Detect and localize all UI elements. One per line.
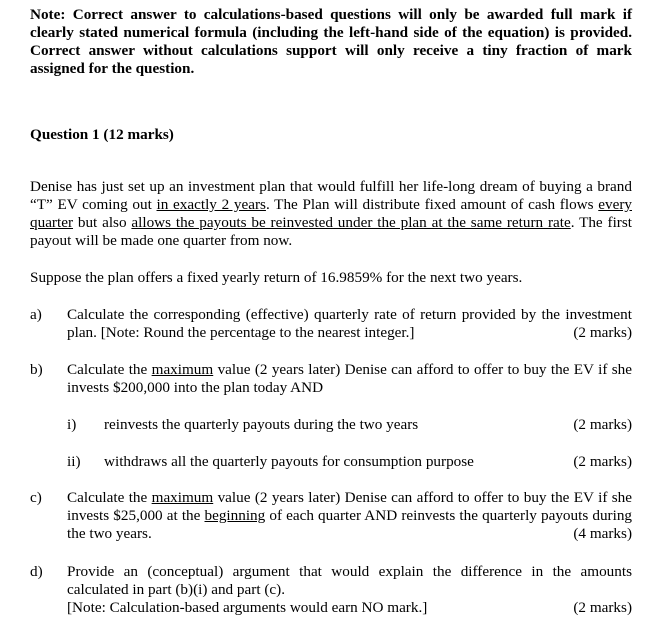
part-b-i-label: i) (67, 416, 77, 433)
part-c-underline-1: maximum (151, 489, 214, 506)
part-b-i-marks: (2 marks) (573, 416, 632, 433)
intro-underline-2: every quarter (30, 196, 632, 231)
part-d-note: [Note: Calculation-based arguments would earn NO mark.] (67, 599, 428, 616)
part-d-note-row (67, 599, 632, 617)
part-b-text-2: value (2 years later) Denise can afford to offer to buy the EV if she invests $200,000 into the plan today AND (67, 361, 632, 396)
part-c-marks: (4 marks) (573, 525, 632, 542)
part-d-body (67, 563, 632, 617)
part-b-label: b) (30, 361, 43, 378)
part-d-text: Provide an (conceptual) argument that would explain the difference in the amounts calculated in part (b)(i) and part (c). (67, 563, 632, 598)
part-c-text-2: value (2 years later) Denise can afford to offer to buy the EV if she invests $25,000 at the (67, 489, 632, 524)
part-c-text-1: Calculate the (67, 489, 152, 506)
part-b-ii-marks: (2 marks) (573, 453, 632, 470)
part-c-underline-2: beginning (204, 507, 266, 524)
suppose-statement: Suppose the plan offers a fixed yearly return of 16.9859% for the next two years. (30, 269, 523, 286)
part-a-body (67, 306, 632, 342)
intro-text-1: Denise has just set up an investment plan that would fulfill her life-long dream of buying a brand “T” EV coming out (30, 178, 632, 213)
part-d-marks: (2 marks) (573, 599, 632, 616)
part-b-ii-label: ii) (67, 453, 81, 470)
part-a-marks: (2 marks) (573, 324, 632, 341)
part-c-label: c) (30, 489, 42, 506)
part-b-ii-text: withdraws all the quarterly payouts for consumption purpose (104, 453, 474, 470)
intro-underline-1: in exactly 2 years (156, 196, 266, 213)
part-c-text-3: of each quarter AND reinvests the quarterly payouts during the two years. (67, 507, 633, 542)
part-c-body (67, 489, 632, 543)
intro-text-2: . The Plan will distribute fixed amount of cash flows (265, 196, 599, 213)
part-a-text: Calculate the corresponding (effective) quarterly rate of return provided by the investment plan. [Note: Round the percentage to the nearest integer.] (67, 306, 632, 341)
part-b-i (67, 416, 632, 434)
part-b-i-text: reinvests the quarterly payouts during the two years (104, 416, 419, 433)
intro-text-4: . The first payout will be made one quarter from now. (30, 214, 632, 249)
part-b-text-1: Calculate the (67, 361, 152, 378)
part-a-label: a) (30, 306, 42, 323)
part-b-body (67, 361, 632, 397)
part-b-underline: maximum (151, 361, 214, 378)
part-b-ii (67, 453, 632, 471)
intro-underline-3: allows the payouts be reinvested under the plan at the same return rate (131, 214, 571, 231)
question-title: Question 1 (12 marks) (30, 126, 174, 143)
instruction-note: Note: Correct answer to calculations-based questions will only be awarded full mark if clearly stated numerical formula (including the left-hand side of the equation) is provided. Correct answer without calculations support will only receive a tiny fraction of mark assigned for the question. (30, 6, 632, 77)
intro-text-3: but also (73, 214, 132, 231)
document-page (30, 6, 633, 616)
question-intro (30, 178, 632, 250)
part-d-label: d) (30, 563, 43, 580)
